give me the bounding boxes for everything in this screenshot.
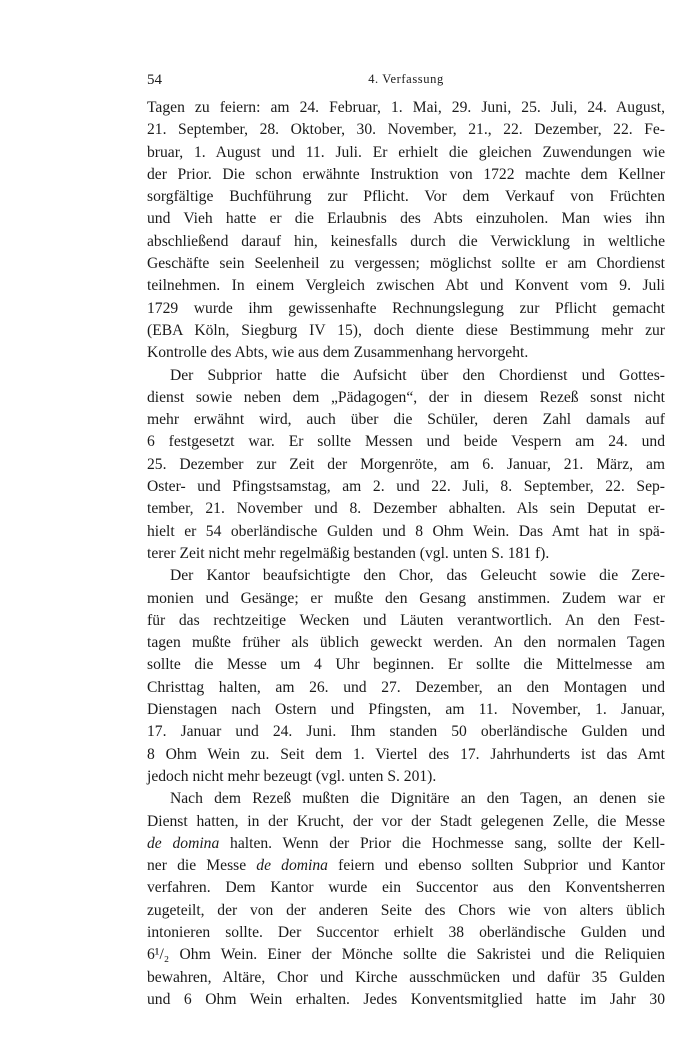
text-line: und Vieh hatte er die Erlaubnis des Abts einzuholen. Man wies ihn xyxy=(147,210,665,228)
text-line: Der Kantor beaufsichtigte den Chor, das Geleucht sowie die Zere- xyxy=(170,567,665,585)
text-line: 21. September, 28. Oktober, 30. November, 21., 22. Dezember, 22. Fe- xyxy=(147,121,665,139)
text-line: Christtag halten, am 26. und 27. Dezember, an den Montagen und xyxy=(147,678,665,696)
paragraph-kellner xyxy=(147,97,665,365)
text-line: Kontrolle des Abts, wie aus dem Zusammenhang hervorgeht. xyxy=(147,344,529,362)
running-title: 4. Verfassung xyxy=(368,72,444,86)
text-line: 1729 wurde ihm gewissenhafte Rechnungslegung zur Pflicht gemacht xyxy=(147,299,665,317)
text-line: tember, 21. November und 8. Dezember abhalten. Als sein Deputat er- xyxy=(147,500,665,518)
text-line: für das rechtzeitige Wecken und Läuten verantwortlich. An den Fest- xyxy=(147,611,665,629)
text-line: der Prior. Die schon erwähnte Instruktion von 1722 machte dem Kellner xyxy=(147,165,665,183)
latin-phrase: de domina xyxy=(147,834,220,852)
text-line: sollte die Messe um 4 Uhr beginnen. Er sollte die Mittelmesse am xyxy=(147,656,665,674)
paragraph-rezess xyxy=(147,788,665,1011)
body-text xyxy=(147,97,665,1011)
text-line: 25. Dezember zur Zeit der Morgenröte, am 6. Januar, 21. März, am xyxy=(147,455,665,473)
page-header xyxy=(147,72,665,92)
text-line: teilnehmen. In einem Vergleich zwischen Abt und Konvent vom 9. Juli xyxy=(147,277,665,295)
text-line: (EBA Köln, Siegburg IV 15), doch diente diese Bestimmung mehr zur xyxy=(147,321,665,339)
text-line: hielt er 54 oberländische Gulden und 8 Ohm Wein. Das Amt hat in spä- xyxy=(147,522,665,540)
text-line: und 6 Ohm Wein erhalten. Jedes Konventsmitglied hatte im Jahr 30 xyxy=(147,990,665,1008)
text-line: 6 festgesetzt war. Er sollte Messen und beide Vespern am 24. und xyxy=(147,433,665,451)
text-line: de domina halten. Wenn der Prior die Hochmesse sang, sollte der Kell- xyxy=(147,834,665,852)
page-number: 54 xyxy=(147,72,162,88)
text-line: ner die Messe de domina feiern und ebenso sollten Subprior und Kantor xyxy=(147,857,665,875)
text-line: Tagen zu feiern: am 24. Februar, 1. Mai, 29. Juni, 25. Juli, 24. August, xyxy=(147,99,665,116)
text-line: monien und Gesänge; er mußte den Gesang anstimmen. Zudem war er xyxy=(147,589,665,607)
text-line: bewahren, Altäre, Chor und Kirche ausschmücken und dafür 35 Gulden xyxy=(147,968,665,986)
text-line: intonieren sollte. Der Succentor erhielt 38 oberländische Gulden und xyxy=(147,923,665,941)
text-line: sorgfältige Buchführung zur Pflicht. Vor dem Verkauf von Früchten xyxy=(147,188,665,206)
text-line: jedoch nicht mehr bezeugt (vgl. unten S. 201). xyxy=(147,767,437,785)
text-line: Dienstagen nach Ostern und Pfingsten, am 11. November, 1. Januar, xyxy=(147,701,665,719)
text-line: mehr erwähnt wird, auch über die Schüler, deren Zahl damals auf xyxy=(147,411,665,429)
text-line: verfahren. Dem Kantor wurde ein Succentor aus den Konventsherren xyxy=(147,879,665,897)
text-line: dienst sowie neben dem „Pädagogen“, der in diesem Rezeß sonst nicht xyxy=(147,388,665,406)
text-line: Nach dem Rezeß mußten die Dignitäre an den Tagen, an denen sie xyxy=(170,790,665,808)
text-line: 8 Ohm Wein zu. Seit dem 1. Viertel des 17. Jahrhunderts ist das Amt xyxy=(147,745,665,763)
paragraph-subprior xyxy=(147,365,665,566)
text-line: Geschäfte sein Seelenheil zu vergessen; möglichst sollte er am Chordienst xyxy=(147,255,665,273)
paragraph-kantor xyxy=(147,565,665,788)
text-line: Oster- und Pfingstsamstag, am 2. und 22. Juli, 8. September, 22. Sep- xyxy=(147,478,665,496)
text-line: Dienst hatten, in der Krucht, der vor der Stadt gelegenen Zelle, die Messe xyxy=(147,812,665,830)
text-line: terer Zeit nicht mehr regelmäßig bestanden (vgl. unten S. 181 f). xyxy=(147,544,550,562)
text-line: 6¹/₂ Ohm Wein. Einer der Mönche sollte die Sakristei und die Reliquien xyxy=(147,946,665,964)
latin-phrase: de domina xyxy=(256,857,328,875)
text-line: zugeteilt, der von der anderen Seite des Chors wie von alters üblich xyxy=(147,901,665,919)
text-line: Der Subprior hatte die Aufsicht über den Chordienst und Gottes- xyxy=(170,366,665,384)
text-line: bruar, 1. August und 11. Juli. Er erhielt die gleichen Zuwendungen wie xyxy=(147,143,665,161)
text-line: tagen mußte früher als üblich geweckt werden. An den normalen Tagen xyxy=(147,634,665,652)
text-line: abschließend darauf hin, keinesfalls durch die Verwicklung in weltliche xyxy=(147,232,665,250)
text-line: 17. Januar und 24. Juni. Ihm standen 50 oberländische Gulden und xyxy=(147,723,665,741)
